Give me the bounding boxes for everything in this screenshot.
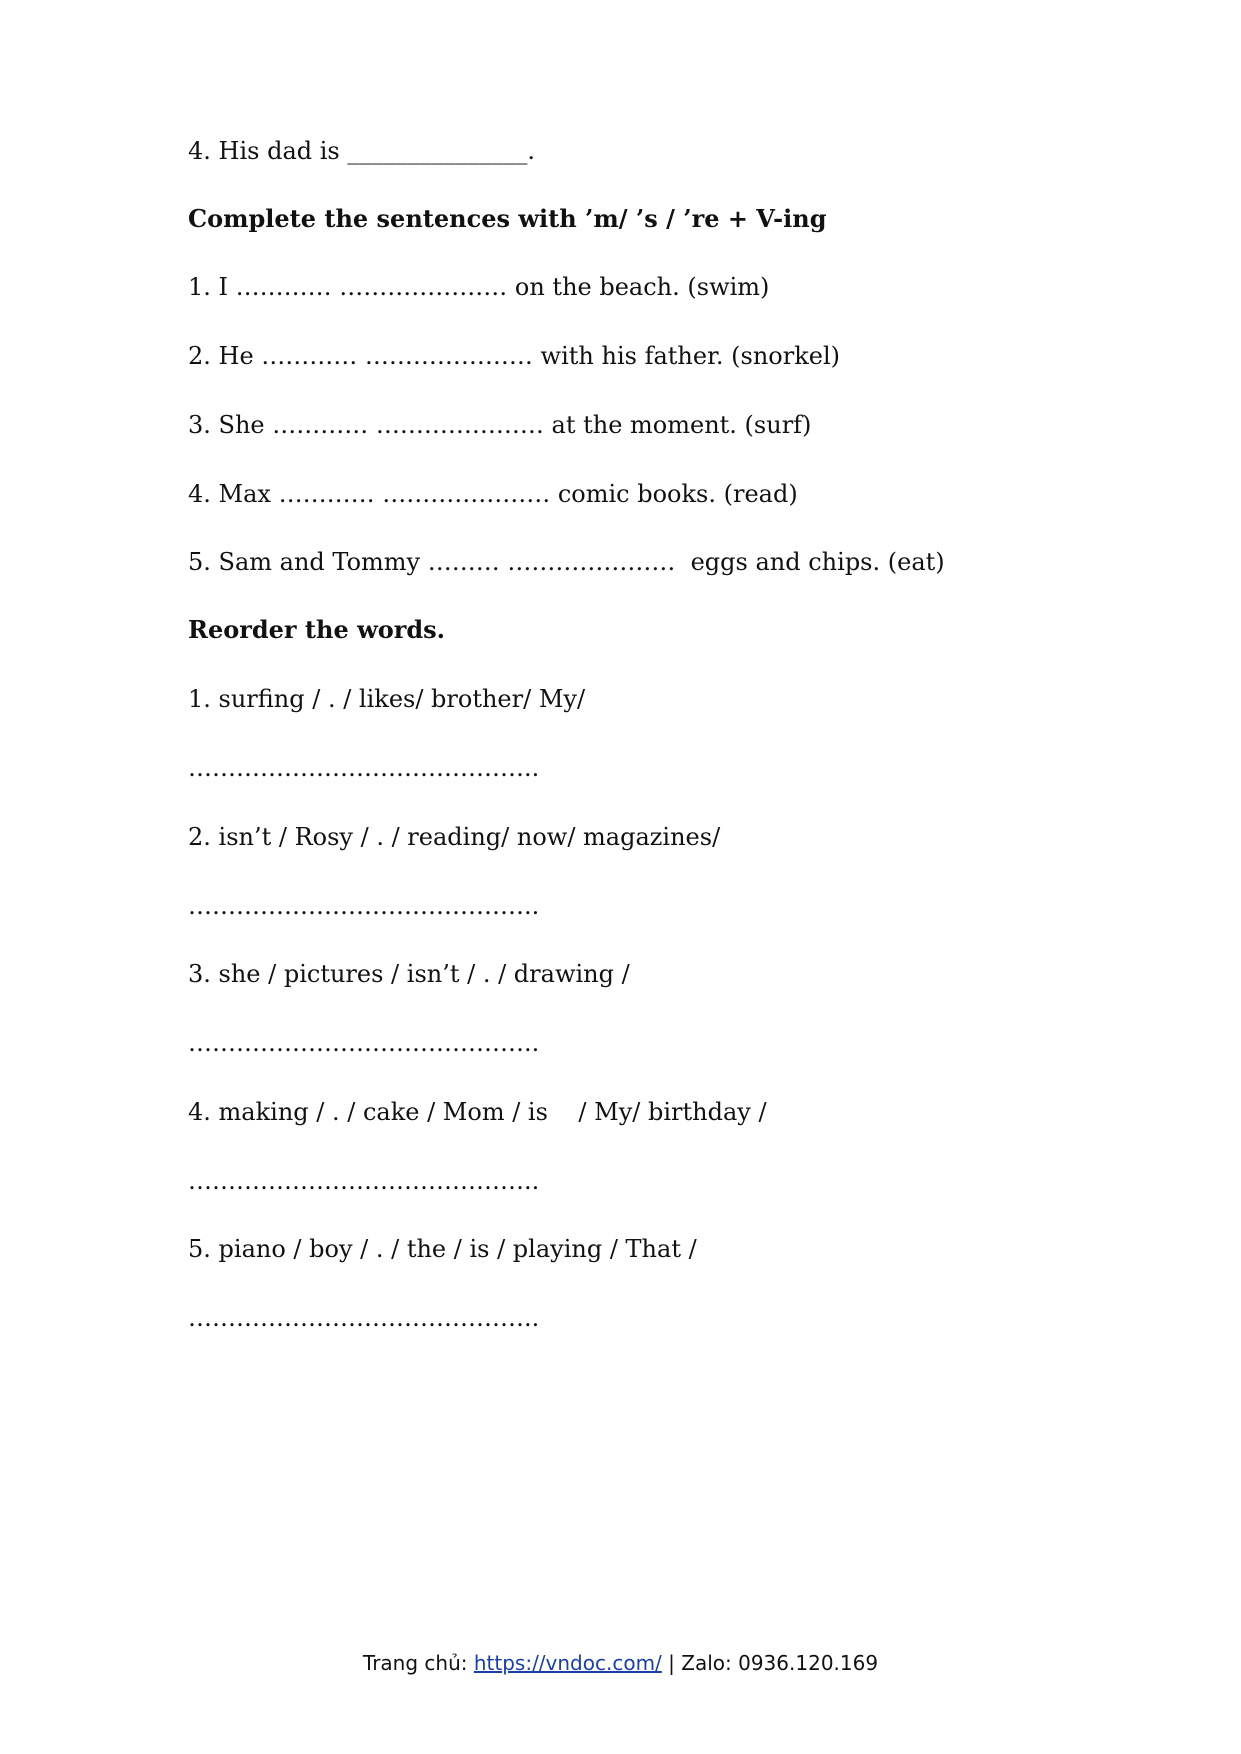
reorder-item-1: 1. surfing / . / likes/ brother/ My/ — [188, 685, 586, 713]
footer-suffix: | Zalo: 0936.120.169 — [661, 1651, 879, 1675]
complete-item-5: 5. Sam and Tommy ……… ………………… eggs and chips. (eat) — [188, 548, 945, 576]
reorder-heading: Reorder the words. — [188, 615, 446, 644]
reorder-item-2: 2. isn’t / Rosy / . / reading/ now/ magazines/ — [188, 823, 721, 851]
complete-item-1: 1. I ………… ………………… on the beach. (swim) — [188, 273, 770, 301]
prev-item-4: 4. His dad is _______________. — [188, 137, 535, 165]
reorder-item-3: 3. she / pictures / isn’t / . / drawing / — [188, 960, 630, 988]
reorder-item-5: 5. piano / boy / . / the / is / playing / That / — [188, 1235, 697, 1263]
reorder-answer-5: …………………………………….. — [188, 1304, 540, 1332]
complete-item-3: 3. She ………… ………………… at the moment. (surf) — [188, 411, 812, 439]
reorder-answer-1: …………………………………….. — [188, 754, 540, 782]
complete-item-2: 2. He ………… ………………… with his father. (snorkel) — [188, 342, 841, 370]
reorder-answer-3: …………………………………….. — [188, 1029, 540, 1057]
reorder-answer-4: …………………………………….. — [188, 1167, 540, 1195]
reorder-answer-2: …………………………………….. — [188, 892, 540, 920]
complete-item-4: 4. Max ………… ………………… comic books. (read) — [188, 480, 798, 508]
reorder-item-4: 4. making / . / cake / Mom / is / My/ birthday / — [188, 1098, 767, 1126]
footer-link[interactable]: https://vndoc.com/ — [473, 1651, 662, 1675]
page-footer — [0, 1650, 1241, 1676]
footer-prefix: Trang chủ: — [362, 1651, 474, 1675]
complete-heading: Complete the sentences with ’m/ ’s / ’re + V-ing — [188, 204, 827, 233]
